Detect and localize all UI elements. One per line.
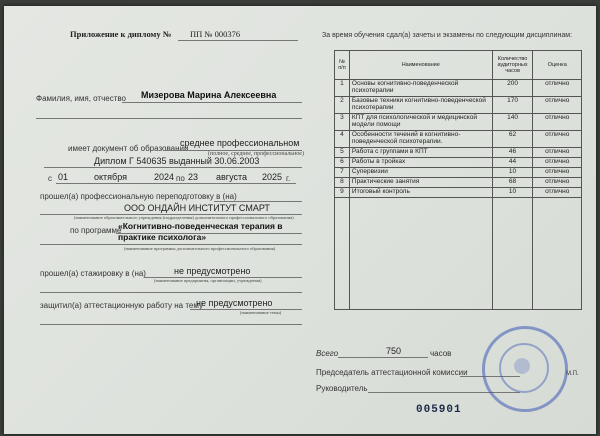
program-label: по программе	[70, 226, 122, 235]
row-hours: 200	[492, 80, 533, 97]
training-place-label: прошел(а) профессиональную переподготовку в (на)	[40, 192, 237, 201]
row-name: Особенности течений в когнитивно-поведенческой психотерапии.	[349, 131, 492, 148]
education-level: среднее профессиональном	[180, 138, 300, 148]
appendix-number: ПП № 000376	[190, 29, 241, 39]
row-hours: 170	[492, 97, 533, 114]
row-grade: отлично	[533, 80, 582, 97]
period-year-suffix: г.	[286, 174, 291, 183]
row-num: 2	[335, 97, 350, 114]
program-name: «Когнитивно-поведенческая терапия в практике психолога»	[118, 221, 283, 242]
training-place-line	[214, 201, 302, 202]
program-line-2	[40, 244, 302, 245]
name-line	[122, 102, 302, 103]
table-row	[335, 188, 582, 198]
thesis-label: защитил(а) аттестационную работу на тему	[40, 301, 203, 310]
thesis-line-2	[40, 324, 302, 325]
row-num: 9	[335, 188, 350, 198]
period-to-label: по	[176, 174, 185, 183]
row-name: Супервизии	[349, 168, 492, 178]
row-grade: отлично	[533, 97, 582, 114]
name-line-2	[36, 118, 302, 119]
row-hours: 68	[492, 178, 533, 188]
row-num: 4	[335, 131, 350, 148]
row-hours: 44	[492, 158, 533, 168]
row-num: 5	[335, 148, 350, 158]
row-hours: 10	[492, 188, 533, 198]
period-to-day: 23	[188, 172, 199, 182]
row-hours: 62	[492, 131, 533, 148]
disciplines-table	[334, 50, 582, 310]
thesis-value: не предусмотрено	[196, 298, 273, 308]
header-name: Наименование	[349, 51, 492, 80]
table-row	[335, 131, 582, 148]
row-name: Итоговый контроль	[349, 188, 492, 198]
thesis-hint: (наименование темы)	[240, 310, 282, 315]
diploma-appendix-sheet	[4, 6, 596, 434]
education-label: имеет документ об образовании	[68, 144, 189, 153]
row-num: 8	[335, 178, 350, 188]
period-from-day: 01	[58, 172, 69, 182]
row-num: 1	[335, 80, 350, 97]
row-hours: 140	[492, 114, 533, 131]
row-name: Работа с группами в КПТ	[349, 148, 492, 158]
internship-hint: (наименование предприятия, организации, учреждения)	[154, 278, 262, 283]
row-hours: 10	[492, 168, 533, 178]
table-row	[335, 148, 582, 158]
commission-label: Председатель аттестационной комиссии	[316, 368, 468, 377]
row-name: Практические занятия	[349, 178, 492, 188]
row-num: 7	[335, 168, 350, 178]
period-from-label: с	[48, 174, 52, 183]
total-label: Всего	[316, 349, 339, 358]
row-hours: 46	[492, 148, 533, 158]
internship-label: прошел(а) стажировку в (на)	[40, 269, 146, 278]
period-line	[56, 183, 296, 184]
education-level-hint: (полное, среднее, профессиональное)	[208, 151, 304, 157]
table-row	[335, 80, 582, 97]
header-num: № п/п	[335, 51, 350, 80]
training-org: ООО ОНДАЙН ИНСТИТУТ СМАРТ	[124, 203, 270, 213]
program-hint: (наименование программы дополнительного профессионального образования)	[124, 246, 276, 251]
row-name: Базовые техники когнитивно-поведенческой психотерапии	[349, 97, 492, 114]
table-row	[335, 168, 582, 178]
row-grade: отлично	[533, 114, 582, 131]
appendix-label: Приложение к диплому №	[70, 29, 172, 39]
row-name: КПТ для психологической и медицинской модели помощи	[349, 114, 492, 131]
table-row	[335, 178, 582, 188]
table-heading: За время обучения сдал(а) зачеты и экзамены по следующим дисциплинам:	[322, 32, 573, 39]
row-num: 3	[335, 114, 350, 131]
row-grade: отлично	[533, 188, 582, 198]
period-to-year: 2025	[262, 172, 283, 182]
row-grade: отлично	[533, 168, 582, 178]
table-header-row	[335, 51, 582, 80]
director-label: Руководитель	[316, 384, 368, 393]
period-from-year: 2024	[154, 172, 175, 182]
diploma-line	[44, 167, 302, 168]
seal-center	[514, 358, 530, 374]
training-org-hint: (наименование образовательного учреждения (подразделения) дополнительного профессионального образования)	[74, 215, 294, 220]
serial-number: 005901	[416, 404, 462, 416]
program-line	[116, 233, 302, 234]
name-label: Фамилия, имя, отчество	[36, 94, 126, 103]
period-from-month: октября	[94, 172, 127, 182]
period-to-month: августа	[216, 172, 247, 182]
row-grade: отлично	[533, 158, 582, 168]
internship-line-2	[40, 292, 302, 293]
row-grade: отлично	[533, 178, 582, 188]
row-grade: отлично	[533, 148, 582, 158]
table-row	[335, 158, 582, 168]
row-grade: отлично	[533, 131, 582, 148]
internship-value: не предусмотрено	[174, 266, 251, 276]
table-empty-row	[335, 198, 582, 310]
mp-label: М.П.	[566, 371, 579, 377]
total-hours: 750	[386, 346, 402, 356]
row-num: 6	[335, 158, 350, 168]
header-grade: Оценка	[533, 51, 582, 80]
student-name: Мизерова Марина Алексеевна	[141, 90, 277, 100]
table-row	[335, 97, 582, 114]
hours-label: часов	[430, 349, 452, 358]
row-name: Работы в тройках	[349, 158, 492, 168]
previous-diploma: Диплом Г 540635 выданный 30.06.2003	[94, 156, 260, 166]
table-row	[335, 114, 582, 131]
header-hours: Количество аудиторных часов	[492, 51, 533, 80]
appendix-number-line	[178, 40, 298, 41]
row-name: Основы когнитивно-поведенческой психотерапии	[349, 80, 492, 97]
total-line	[338, 357, 428, 358]
